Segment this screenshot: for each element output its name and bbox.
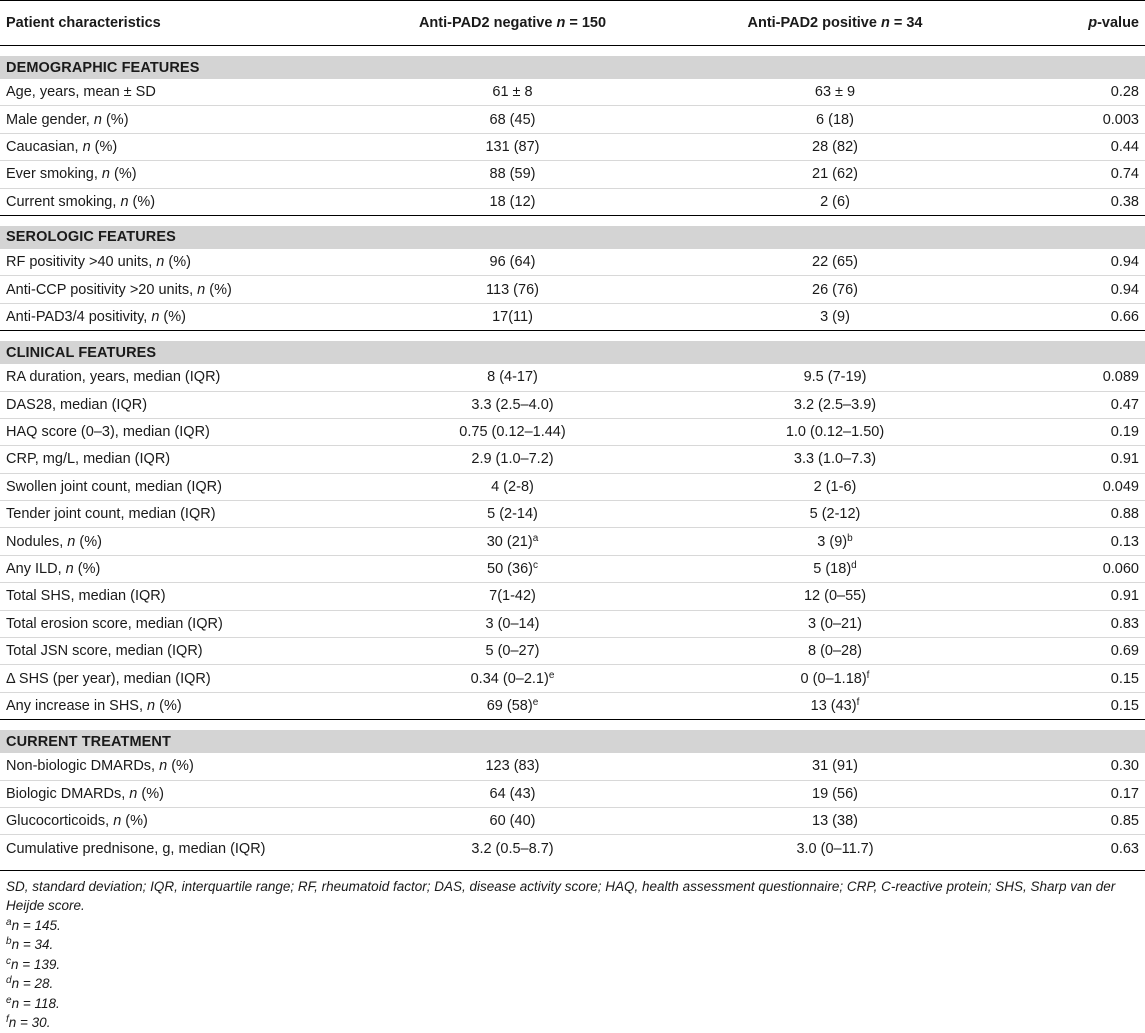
row-label: Total erosion score, median (IQR) <box>0 610 352 637</box>
p-value: 0.47 <box>997 391 1145 418</box>
row-label: Anti-PAD3/4 positivity, n (%) <box>6 308 186 325</box>
p-value: 0.049 <box>997 473 1145 500</box>
anti-pad2-negative-value: 2.9 (1.0–7.2) <box>352 446 673 473</box>
anti-pad2-positive-value: 2 (6) <box>820 193 850 210</box>
table-row <box>0 161 1145 188</box>
table-footnotes <box>0 870 1145 1033</box>
row-label: Tender joint count, median (IQR) <box>0 501 352 528</box>
p-value: 0.060 <box>997 555 1145 582</box>
p-value: 0.17 <box>997 780 1145 807</box>
row-label: Non-biologic DMARDs, n (%) <box>0 753 352 780</box>
section-title: CURRENT TREATMENT <box>0 730 1145 753</box>
footnote: $^e$n = 118. <box>6 994 60 1011</box>
p-value: 0.15 <box>1110 698 1139 714</box>
header-p-value: p-value <box>997 1 1145 46</box>
p-value: 0.83 <box>997 610 1145 637</box>
table-row <box>0 473 1145 500</box>
section-header-row <box>0 730 1145 753</box>
row-label: Biologic DMARDs, n (%) <box>0 780 352 807</box>
table-row <box>0 753 1145 780</box>
p-value: 0.69 <box>997 638 1145 665</box>
anti-pad2-positive-value: 8 (0–28) <box>673 638 997 665</box>
p-value: 0.94 <box>997 276 1145 303</box>
anti-pad2-positive-value: 9.5 (7-19) <box>673 364 997 391</box>
header-row <box>0 1 1145 46</box>
table-row <box>0 276 1145 303</box>
footnote: $^f$n = 30. <box>6 1014 51 1031</box>
p-value: 0.91 <box>997 446 1145 473</box>
p-value: 0.63 <box>1110 840 1139 857</box>
anti-pad2-positive-value: 22 (65) <box>673 249 997 276</box>
table-row <box>0 133 1145 160</box>
anti-pad2-positive-value: 19 (56) <box>673 780 997 807</box>
anti-pad2-negative-value: 4 (2-8) <box>352 473 673 500</box>
footnote-mark: b <box>847 532 853 544</box>
p-value: 0.089 <box>997 364 1145 391</box>
row-label: Any increase in SHS, n (%) <box>6 698 182 714</box>
section-spacer <box>0 720 1145 731</box>
footnote-mark: f <box>6 1014 9 1026</box>
row-label: Age, years, mean ± SD <box>0 79 352 106</box>
row-label: HAQ score (0–3), median (IQR) <box>0 418 352 445</box>
table-row <box>0 418 1145 445</box>
table-row <box>0 501 1145 528</box>
anti-pad2-negative-value: 113 (76) <box>352 276 673 303</box>
p-value: 0.13 <box>997 528 1145 555</box>
table-row <box>0 446 1145 473</box>
footnote-mark: c <box>532 560 538 572</box>
section-header-row <box>0 226 1145 249</box>
table-row <box>0 249 1145 276</box>
section-spacer <box>0 215 1145 226</box>
anti-pad2-positive-value: 3.3 (1.0–7.3) <box>673 446 997 473</box>
section-title: DEMOGRAPHIC FEATURES <box>0 56 1145 79</box>
footnote-mark: e <box>532 697 539 708</box>
footnote: $^a$n = 145. <box>6 916 61 933</box>
table-row <box>0 528 1145 555</box>
table-row <box>0 106 1145 133</box>
p-value: 0.91 <box>997 583 1145 610</box>
table-row <box>0 188 1145 215</box>
footnote-mark: f <box>856 697 860 708</box>
footnote: $^c$n = 139. <box>6 955 61 972</box>
anti-pad2-positive-value: 2 (1-6) <box>673 473 997 500</box>
p-value: 0.44 <box>997 133 1145 160</box>
p-value: 0.28 <box>997 79 1145 106</box>
p-value: 0.66 <box>1110 308 1139 325</box>
anti-pad2-positive-value: 3 (9) <box>820 308 850 325</box>
table-row <box>0 364 1145 391</box>
anti-pad2-negative-value: 123 (83) <box>352 753 673 780</box>
footnote-mark: e <box>6 994 12 1006</box>
row-label: CRP, mg/L, median (IQR) <box>0 446 352 473</box>
anti-pad2-positive-value: 13 $(43)^f$ <box>810 697 860 714</box>
anti-pad2-positive-value: 12 (0–55) <box>673 583 997 610</box>
row-label: Δ SHS (per year), median (IQR) <box>0 665 352 692</box>
anti-pad2-negative-value: 0.75 (0.12–1.44) <box>352 418 673 445</box>
table-row <box>0 583 1145 610</box>
table-row <box>0 391 1145 418</box>
footnote: $^b$n = 34. <box>6 936 54 953</box>
header-anti-pad2-negative: Anti-PAD2 negative n = 150 <box>352 1 673 46</box>
anti-pad2-positive-value: 13 (38) <box>673 807 997 834</box>
row-label: Total SHS, median (IQR) <box>0 583 352 610</box>
row-label: Current smoking, n (%) <box>6 193 156 210</box>
row-label: RA duration, years, median (IQR) <box>0 364 352 391</box>
table-row <box>0 692 1145 719</box>
footnote-mark: b <box>6 936 12 948</box>
table-row <box>0 303 1145 330</box>
table-row <box>0 555 1145 582</box>
table-row <box>0 835 1145 862</box>
table-row <box>0 610 1145 637</box>
anti-pad2-negative-value: 60 (40) <box>352 807 673 834</box>
anti-pad2-negative-value: 17(11) <box>492 308 533 325</box>
anti-pad2-negative-value: 3 (0–14) <box>352 610 673 637</box>
section-spacer <box>0 46 1145 57</box>
anti-pad2-positive-value: 3 (0–21) <box>673 610 997 637</box>
anti-pad2-negative-value: 50 $(36)^c$ <box>352 555 673 582</box>
row-label: Caucasian, n (%) <box>0 133 352 160</box>
anti-pad2-negative-value: 0.34 $(0-2.1)^e$ <box>352 665 673 692</box>
footnote-mark: c <box>6 955 11 967</box>
anti-pad2-negative-value: 68 (45) <box>352 106 673 133</box>
anti-pad2-positive-value: 1.0 (0.12–1.50) <box>673 418 997 445</box>
anti-pad2-positive-value: 5 (2-12) <box>673 501 997 528</box>
anti-pad2-positive-value: 3 $(9)^b$ <box>673 528 997 555</box>
anti-pad2-negative-value: 69 $(58)^e$ <box>486 697 539 714</box>
table-row <box>0 79 1145 106</box>
table-row <box>0 665 1145 692</box>
table-row <box>0 807 1145 834</box>
section-header-row <box>0 341 1145 364</box>
row-label: Swollen joint count, median (IQR) <box>0 473 352 500</box>
table-row <box>0 780 1145 807</box>
header-patient-characteristics: Patient characteristics <box>0 1 352 46</box>
p-value: 0.003 <box>997 106 1145 133</box>
anti-pad2-negative-value: 3.2 (0.5–8.7) <box>471 840 554 857</box>
anti-pad2-negative-value: 3.3 (2.5–4.0) <box>352 391 673 418</box>
abbreviations-note: SD, standard deviation; IQR, interquartile range; RF, rheumatoid factor; DAS, disease activity score; HAQ, health assessment questionnaire; CRP, C-reactive protein; SHS, Sharp van der Heijde score. <box>6 878 1116 914</box>
footnote-mark: a <box>6 916 12 928</box>
section-title: SEROLOGIC FEATURES <box>0 226 1145 249</box>
anti-pad2-positive-value: 28 (82) <box>673 133 997 160</box>
anti-pad2-positive-value: 63 ± 9 <box>673 79 997 106</box>
header-anti-pad2-positive: Anti-PAD2 positive n = 34 <box>673 1 997 46</box>
p-value: 0.15 <box>997 665 1145 692</box>
p-value: 0.38 <box>1110 193 1139 210</box>
anti-pad2-negative-value: 5 (2-14) <box>352 501 673 528</box>
p-value: 0.88 <box>997 501 1145 528</box>
anti-pad2-positive-value: 0 $(0-1.18)^f$ <box>673 665 997 692</box>
anti-pad2-negative-value: 18 (12) <box>489 193 536 210</box>
footnote-mark: d <box>6 975 12 987</box>
row-label: Male gender, n (%) <box>0 106 352 133</box>
footnote: $^d$n = 28. <box>6 975 54 992</box>
p-value: 0.74 <box>997 161 1145 188</box>
anti-pad2-negative-value: 131 (87) <box>352 133 673 160</box>
row-label: Any ILD, n (%) <box>0 555 352 582</box>
section-title: CLINICAL FEATURES <box>0 341 1145 364</box>
row-label: DAS28, median (IQR) <box>0 391 352 418</box>
anti-pad2-positive-value: 21 (62) <box>673 161 997 188</box>
row-label: Cumulative prednisone, g, median (IQR) <box>6 840 266 857</box>
p-value: 0.19 <box>997 418 1145 445</box>
section-header-row <box>0 56 1145 79</box>
anti-pad2-negative-value: 64 (43) <box>352 780 673 807</box>
anti-pad2-positive-value: 31 (91) <box>673 753 997 780</box>
footnote-list <box>6 916 1139 1033</box>
anti-pad2-negative-value: 7(1-42) <box>352 583 673 610</box>
row-label: Glucocorticoids, n (%) <box>0 807 352 834</box>
p-value: 0.30 <box>997 753 1145 780</box>
row-label: Ever smoking, n (%) <box>0 161 352 188</box>
row-label: Total JSN score, median (IQR) <box>0 638 352 665</box>
section-spacer <box>0 331 1145 342</box>
anti-pad2-positive-value: 26 (76) <box>673 276 997 303</box>
table-row <box>0 638 1145 665</box>
p-value: 0.85 <box>997 807 1145 834</box>
anti-pad2-negative-value: 8 (4-17) <box>352 364 673 391</box>
row-label: Anti-CCP positivity >20 units, n (%) <box>0 276 352 303</box>
anti-pad2-positive-value: 6 (18) <box>673 106 997 133</box>
row-label: Nodules, n (%) <box>0 528 352 555</box>
anti-pad2-positive-value: 3.0 (0–11.7) <box>796 840 874 857</box>
anti-pad2-positive-value: 5 $(18)^d$ <box>673 555 997 582</box>
footnote-mark: e <box>548 669 555 681</box>
row-label: RF positivity >40 units, n (%) <box>0 249 352 276</box>
anti-pad2-negative-value: 61 ± 8 <box>352 79 673 106</box>
anti-pad2-negative-value: 5 (0–27) <box>352 638 673 665</box>
footnote-mark: f <box>866 669 870 681</box>
footnote-mark: d <box>851 560 857 572</box>
anti-pad2-positive-value: 3.2 (2.5–3.9) <box>673 391 997 418</box>
p-value: 0.94 <box>997 249 1145 276</box>
footnote-mark: a <box>532 532 539 544</box>
anti-pad2-negative-value: 88 (59) <box>352 161 673 188</box>
anti-pad2-negative-value: 30 $(21)^a$ <box>352 528 673 555</box>
anti-pad2-negative-value: 96 (64) <box>352 249 673 276</box>
table-body <box>0 46 1145 862</box>
